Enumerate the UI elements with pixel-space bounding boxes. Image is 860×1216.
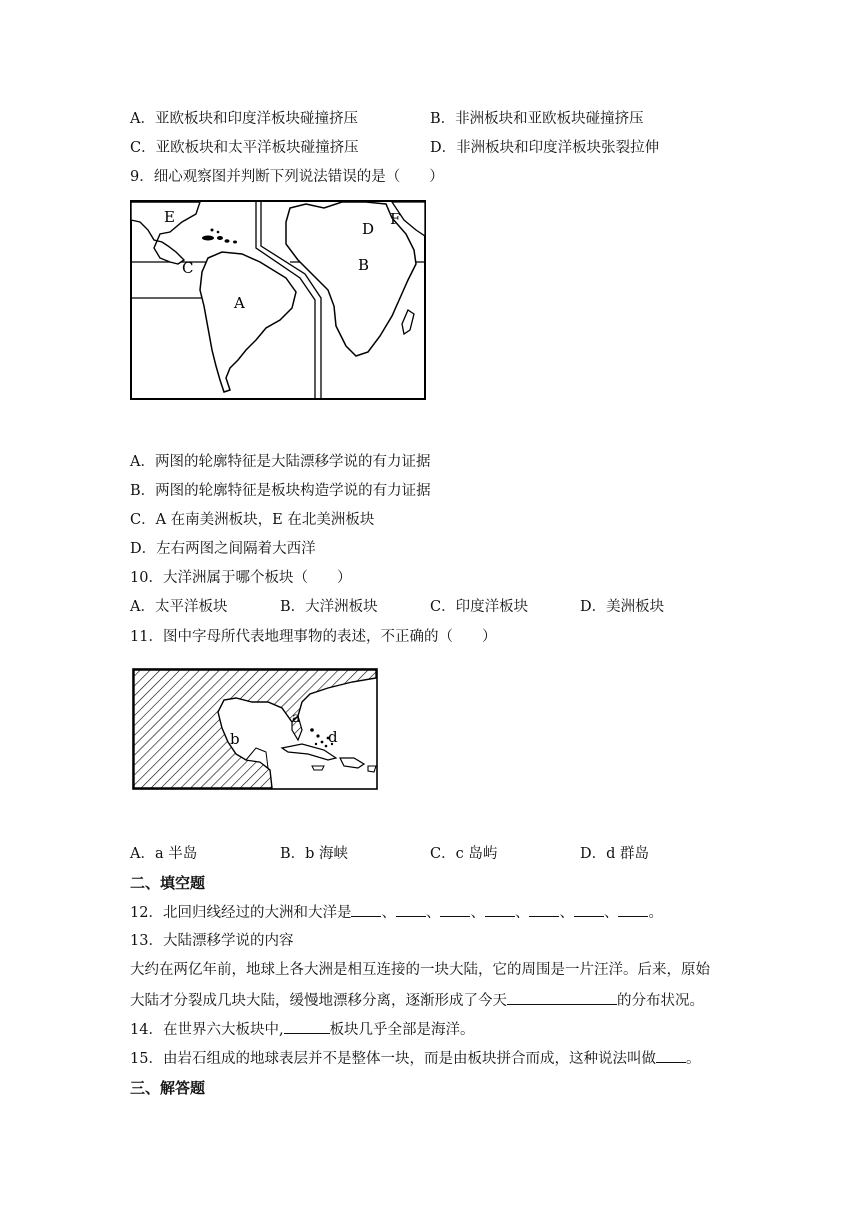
q10-option-d[interactable]: D．美洲板块	[580, 599, 665, 615]
q10-option-b[interactable]: B．大洋洲板块	[280, 599, 378, 615]
q13-blank[interactable]	[507, 990, 617, 1005]
q12-blank-1[interactable]	[351, 902, 381, 917]
q14-blank[interactable]	[284, 1019, 330, 1034]
q12-sep: 、	[381, 905, 396, 921]
q9-option-b[interactable]: B．两图的轮廓特征是板块构造学说的有力证据	[130, 483, 431, 499]
q12-line	[130, 902, 663, 923]
q9-label-a: A	[234, 294, 245, 312]
q12-blank-7[interactable]	[618, 902, 648, 917]
q12-sep: 、	[470, 905, 485, 921]
q11-option-b[interactable]: B．b 海峡	[280, 846, 349, 862]
q15-text-b: 。	[685, 1051, 701, 1067]
q11-option-a[interactable]: A．a 半岛	[130, 846, 198, 862]
q13-line-1: 大约在两亿年前，地球上各大洲是相互连接的一块大陆，它的周围是一片汪洋。后来，原始	[130, 962, 710, 978]
q9-label-d: D	[362, 220, 375, 238]
q14-text-b: 板块几乎全部是海洋。	[329, 1022, 475, 1038]
section-fill-in-heading: 二、填空题	[130, 874, 206, 892]
q9-option-c[interactable]: C．A 在南美洲板块，E 在北美洲板块	[130, 512, 375, 528]
q9-label-e: E	[164, 208, 175, 226]
q14-text-a: 14．在世界六大板块中,	[130, 1022, 284, 1038]
q9-continents-map	[130, 200, 426, 400]
q9-stem: 9．细心观察图并判断下列说法错误的是（ ）	[130, 169, 444, 185]
q8-option-c[interactable]: C．亚欧板块和太平洋板块碰撞挤压	[130, 140, 359, 156]
q8-option-a[interactable]: A．亚欧板块和印度洋板块碰撞挤压	[130, 111, 358, 127]
q12-blank-6[interactable]	[574, 902, 604, 917]
q13-title: 13．大陆漂移学说的内容	[130, 933, 294, 949]
q12-sep: 、	[514, 905, 530, 921]
q12-blank-4[interactable]	[485, 902, 515, 917]
q12-blank-5[interactable]	[529, 902, 559, 917]
q13-text-b: 的分布状况。	[617, 993, 704, 1009]
q13-line-2	[130, 990, 704, 1011]
q8-option-d[interactable]: D．非洲板块和印度洋板块张裂拉伸	[430, 140, 660, 156]
q12-sep: 、	[425, 905, 441, 921]
q12-end: 。	[648, 905, 663, 921]
q11-option-d[interactable]: D．d 群岛	[580, 846, 650, 862]
q12-blank-3[interactable]	[440, 902, 470, 917]
section-answer-heading: 三、解答题	[130, 1079, 206, 1097]
q11-label-b: b	[230, 730, 240, 748]
q12-sep: 、	[559, 905, 574, 921]
q10-stem: 10．大洋洲属于哪个板块（ ）	[130, 570, 352, 586]
q12-blank-2[interactable]	[396, 902, 426, 917]
q12-sep: 、	[603, 905, 619, 921]
q15-text-a: 15．由岩石组成的地球表层并不是整体一块，而是由板块拼合而成，这种说法叫做	[130, 1051, 656, 1067]
q10-option-a[interactable]: A．太平洋板块	[130, 599, 228, 615]
q15-line	[130, 1048, 700, 1069]
q9-label-b: B	[358, 256, 370, 274]
q9-label-c: C	[182, 259, 194, 277]
q15-blank[interactable]	[656, 1048, 686, 1063]
q11-label-a: a	[292, 710, 301, 726]
q9-label-f: F	[390, 210, 401, 228]
q11-label-d: d	[328, 728, 338, 746]
q14-line	[130, 1019, 475, 1040]
q9-option-d[interactable]: D．左右两图之间隔着大西洋	[130, 541, 316, 557]
q9-option-a[interactable]: A．两图的轮廓特征是大陆漂移学说的有力证据	[130, 454, 431, 470]
q11-option-c[interactable]: C．c 岛屿	[430, 846, 498, 862]
q11-stem: 11．图中字母所代表地理事物的表述，不正确的（ ）	[130, 629, 497, 645]
q13-text-a: 大陆才分裂成几块大陆，缓慢地漂移分离，逐渐形成了今天	[130, 993, 507, 1009]
q8-option-b[interactable]: B．非洲板块和亚欧板块碰撞挤压	[430, 111, 644, 127]
q10-option-c[interactable]: C．印度洋板块	[430, 599, 529, 615]
q11-gulf-map	[132, 668, 378, 790]
q12-text: 12．北回归线经过的大洲和大洋是	[130, 905, 352, 921]
